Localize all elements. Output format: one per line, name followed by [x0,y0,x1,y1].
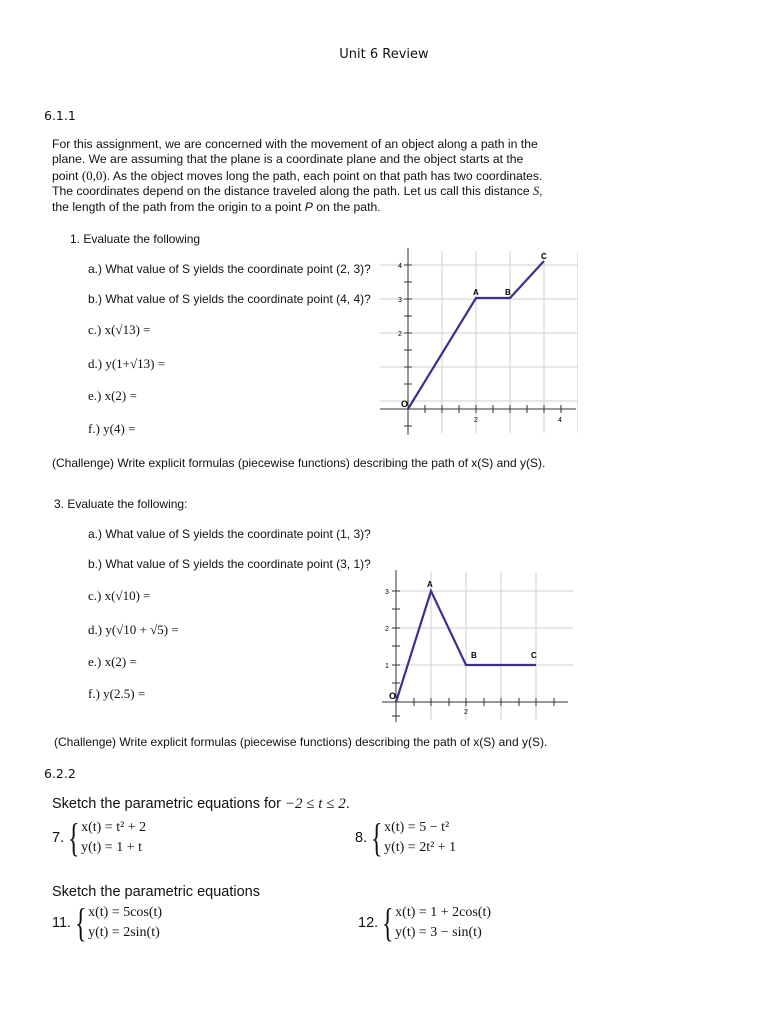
equation-y: y(t) = 3 − sin(t) [395,925,482,940]
equation-y: y(t) = 2sin(t) [88,925,160,940]
brace-icon: { [382,900,394,945]
problem-3b: b.) What value of S yields the coordinate point (3, 1)? [88,557,371,571]
point-label-b: B [471,651,477,660]
problem-number: 8. [355,830,368,846]
graph-1 [378,243,578,438]
y-tick-label: 1 [385,663,389,670]
y-tick-label: 3 [398,297,402,304]
equation-x: x(t) = 1 + 2cos(t) [395,905,492,920]
intro-line: For this assignment, we are concerned with the movement of an object along a path in the [52,137,538,151]
equation-y: y(t) = 2t² + 1 [384,840,457,855]
intro-line: plane. We are assuming that the plane is a coordinate plane and the object starts at the [52,152,524,167]
problem-1a: a.) What value of S yields the coordinate point (2, 3)? [88,262,371,276]
problem-3c: c.) x(√10) = [88,588,151,603]
problem-8 [355,815,457,860]
section-number-6-1-1: 6.1.1 [44,108,76,123]
point-label-b: B [505,288,511,297]
point-label-c: C [531,651,537,660]
problem-3-heading: 3. Evaluate the following: [54,497,188,511]
sketch-heading-2: Sketch the parametric equations [52,884,260,900]
equation-y: y(t) = 1 + t [81,840,142,855]
problem-1f: f.) y(4) = [88,421,136,436]
graph-2 [378,566,573,724]
y-tick-label: 2 [398,331,402,338]
problem-number: 7. [52,830,65,846]
problem-1e: e.) x(2) = [88,388,137,403]
point-label-o: O [401,399,409,409]
y-tick-label: 2 [385,626,389,633]
intro-line: the length of the path from the origin to a point P on the path. [52,199,381,214]
brace-icon: { [371,815,383,860]
page-title: Unit 6 Review [339,47,429,62]
problem-3-challenge: (Challenge) Write explicit formulas (piecewise functions) describing the path of x(S) and y(S). [54,735,548,749]
problem-7 [52,815,147,860]
problem-11 [52,900,163,945]
intro-line: point (0,0). As the object moves long the path, each point on that path has two coordinates. [52,167,543,183]
point-label-c: C [541,252,547,261]
equation-x: x(t) = 5 − t² [384,820,450,835]
problem-1-heading: 1. Evaluate the following [70,232,201,246]
problem-12 [358,900,492,945]
section-number-6-2-2: 6.2.2 [44,766,76,781]
problem-number: 11. [52,915,72,931]
problem-number: 12. [358,915,379,931]
problem-1b: b.) What value of S yields the coordinate point (4, 4)? [88,292,371,306]
intro-line: The coordinates depend on the distance traveled along the path. Let us call this distance S, [52,184,543,199]
intro-paragraph [52,137,552,215]
x-tick-label: 2 [474,417,478,424]
brace-icon: { [68,815,80,860]
problem-3a: a.) What value of S yields the coordinate point (1, 3)? [88,527,371,541]
point-label-a: A [427,580,433,589]
problem-3f: f.) y(2.5) = [88,686,146,701]
problem-1c: c.) x(√13) = [88,322,151,337]
equation-x: x(t) = t² + 2 [81,820,147,835]
problem-3e: e.) x(2) = [88,654,137,669]
y-tick-label: 4 [398,263,402,270]
sketch-heading-1: Sketch the parametric equations for −2 ≤ t ≤ 2. [52,796,350,812]
point-label-a: A [473,288,479,297]
problem-1d: d.) y(1+√13) = [88,356,166,371]
problem-3d: d.) y(√10 + √5) = [88,622,179,637]
x-tick-label: 4 [558,417,562,424]
equation-x: x(t) = 5cos(t) [88,905,163,920]
y-tick-label: 3 [385,589,389,596]
x-tick-label: 2 [464,709,468,716]
point-label-o: O [389,691,397,701]
brace-icon: { [75,900,87,945]
problem-1-challenge: (Challenge) Write explicit formulas (piecewise functions) describing the path of x(S) and y(S). [52,456,546,470]
